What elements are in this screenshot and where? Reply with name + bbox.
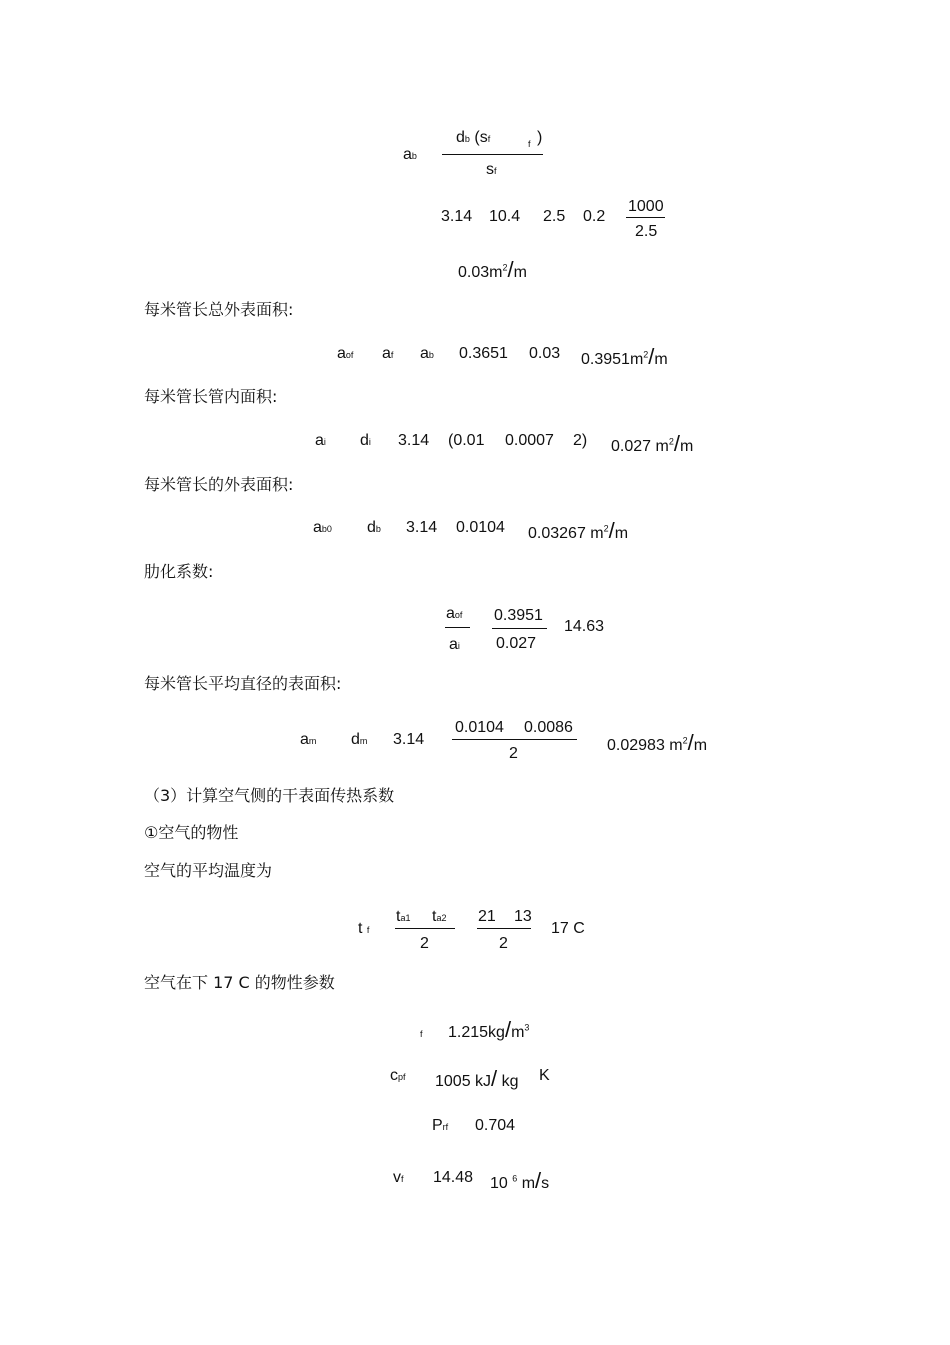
eq-ab-value-4: 0.2 bbox=[583, 208, 606, 225]
fraction-bar bbox=[626, 217, 665, 218]
eq-ab-denominator: sf bbox=[486, 161, 497, 178]
prop-v-value: 14.48 bbox=[433, 1169, 474, 1186]
eq-am-den: 2 bbox=[509, 745, 518, 762]
prop-cp-symbol: cpf bbox=[390, 1067, 406, 1084]
eq-fin-result: 14.63 bbox=[564, 618, 605, 635]
prop-cp-value: 1005 kJ/ kg bbox=[435, 1066, 519, 1091]
eq-ab-numerator: db (sf bbox=[456, 129, 491, 146]
eq-ai-a: ai bbox=[315, 432, 326, 449]
eq-ab0-v1: 3.14 bbox=[406, 519, 438, 536]
eq-aof-a2: af bbox=[382, 345, 394, 362]
eq-am-result: 0.02983 $m^2/m$ bbox=[607, 730, 708, 755]
eq-ab-num-sub: f bbox=[528, 139, 531, 149]
label-mean-area: 每米管长平均直径的表面积: bbox=[144, 674, 342, 693]
eq-tf-m2: 13 bbox=[514, 908, 532, 925]
fraction-bar bbox=[445, 627, 470, 628]
eq-ab-lhs: ab bbox=[403, 146, 417, 163]
label-average-temperature: 空气的平均温度为 bbox=[144, 861, 273, 880]
eq-fin-num: aof bbox=[446, 605, 463, 622]
eq-fin-den: ai bbox=[449, 636, 460, 653]
eq-tf-den2: 2 bbox=[499, 935, 508, 952]
prop-rho-value: $1.215kg/m^3$ bbox=[448, 1017, 530, 1042]
fraction-bar bbox=[395, 928, 455, 929]
eq-ab-value-1: 3.14 bbox=[441, 208, 473, 225]
eq-tf-m1: 21 bbox=[478, 908, 496, 925]
eq-ai-v1: 3.14 bbox=[398, 432, 430, 449]
label-total-outer-area: 每米管长总外表面积: bbox=[144, 300, 294, 319]
eq-ai-d: di bbox=[360, 432, 371, 449]
eq-ab-value-2: 10.4 bbox=[489, 208, 521, 225]
eq-ai-v4: 2) bbox=[573, 432, 588, 449]
eq-aof-v1: 0.3651 bbox=[459, 345, 508, 362]
eq-ab0-v2: 0.0104 bbox=[456, 519, 505, 536]
label-inner-area: 每米管长管内面积: bbox=[144, 387, 278, 406]
eq-aof-v3: $0.3951m^2/m$ bbox=[581, 344, 668, 369]
section-heading-3: （3）计算空气侧的干表面传热系数 bbox=[144, 786, 395, 805]
eq-ab0-d: db bbox=[367, 519, 381, 536]
prop-pr-symbol: Prf bbox=[432, 1117, 449, 1134]
eq-aof-v2: 0.03 bbox=[529, 345, 561, 362]
fraction-bar bbox=[477, 928, 531, 929]
prop-v-exponent: 10 $^6$ m/s bbox=[490, 1168, 550, 1193]
eq-fin-num-value: 0.3951 bbox=[494, 607, 543, 624]
eq-ab-frac-den: 2.5 bbox=[635, 223, 658, 240]
eq-ab-value-3: 2.5 bbox=[543, 208, 566, 225]
subsection-heading-1: ①空气的物性 bbox=[144, 823, 239, 842]
prop-v-symbol: vf bbox=[393, 1169, 404, 1186]
eq-tf-lhs: t f bbox=[358, 920, 370, 937]
label-fin-coefficient: 肋化系数: bbox=[144, 562, 214, 581]
eq-ai-v3: 0.0007 bbox=[505, 432, 554, 449]
prop-pr-value: 0.704 bbox=[475, 1117, 516, 1134]
label-outer-area: 每米管长的外表面积: bbox=[144, 475, 294, 494]
eq-tf-den1: 2 bbox=[420, 935, 429, 952]
fraction-bar bbox=[492, 628, 547, 629]
eq-tf-n1: ta1 bbox=[396, 908, 411, 925]
eq-aof-a3: ab bbox=[420, 345, 434, 362]
eq-am-v1: 3.14 bbox=[393, 731, 425, 748]
prop-rho-sub: f bbox=[420, 1029, 423, 1039]
fraction-bar bbox=[452, 739, 577, 740]
eq-fin-den-value: 0.027 bbox=[496, 635, 537, 652]
eq-ai-v5: 0.027 $m^2/m$ bbox=[611, 431, 694, 456]
eq-tf-result: 17 C bbox=[551, 920, 585, 937]
fraction-bar bbox=[442, 154, 543, 155]
eq-am-a: am bbox=[300, 731, 317, 748]
eq-ab0-v3: 0.03267 $m^2/m$ bbox=[528, 518, 629, 543]
eq-ai-v2: (0.01 bbox=[448, 432, 485, 449]
eq-ab-frac-num: 1000 bbox=[628, 198, 664, 215]
eq-tf-n2: ta2 bbox=[432, 908, 447, 925]
eq-aof-a1: aof bbox=[337, 345, 354, 362]
prop-cp-k: K bbox=[539, 1067, 550, 1084]
eq-am-num2: 0.0086 bbox=[524, 719, 573, 736]
eq-ab0-a: ab0 bbox=[313, 519, 332, 536]
eq-ab-result: $0.03m^2/m$ bbox=[458, 257, 527, 282]
label-air-properties: 空气在下 17 C 的物性参数 bbox=[144, 973, 335, 992]
eq-am-num1: 0.0104 bbox=[455, 719, 504, 736]
eq-am-d: dm bbox=[351, 731, 368, 748]
eq-ab-num-close: ) bbox=[537, 129, 543, 146]
